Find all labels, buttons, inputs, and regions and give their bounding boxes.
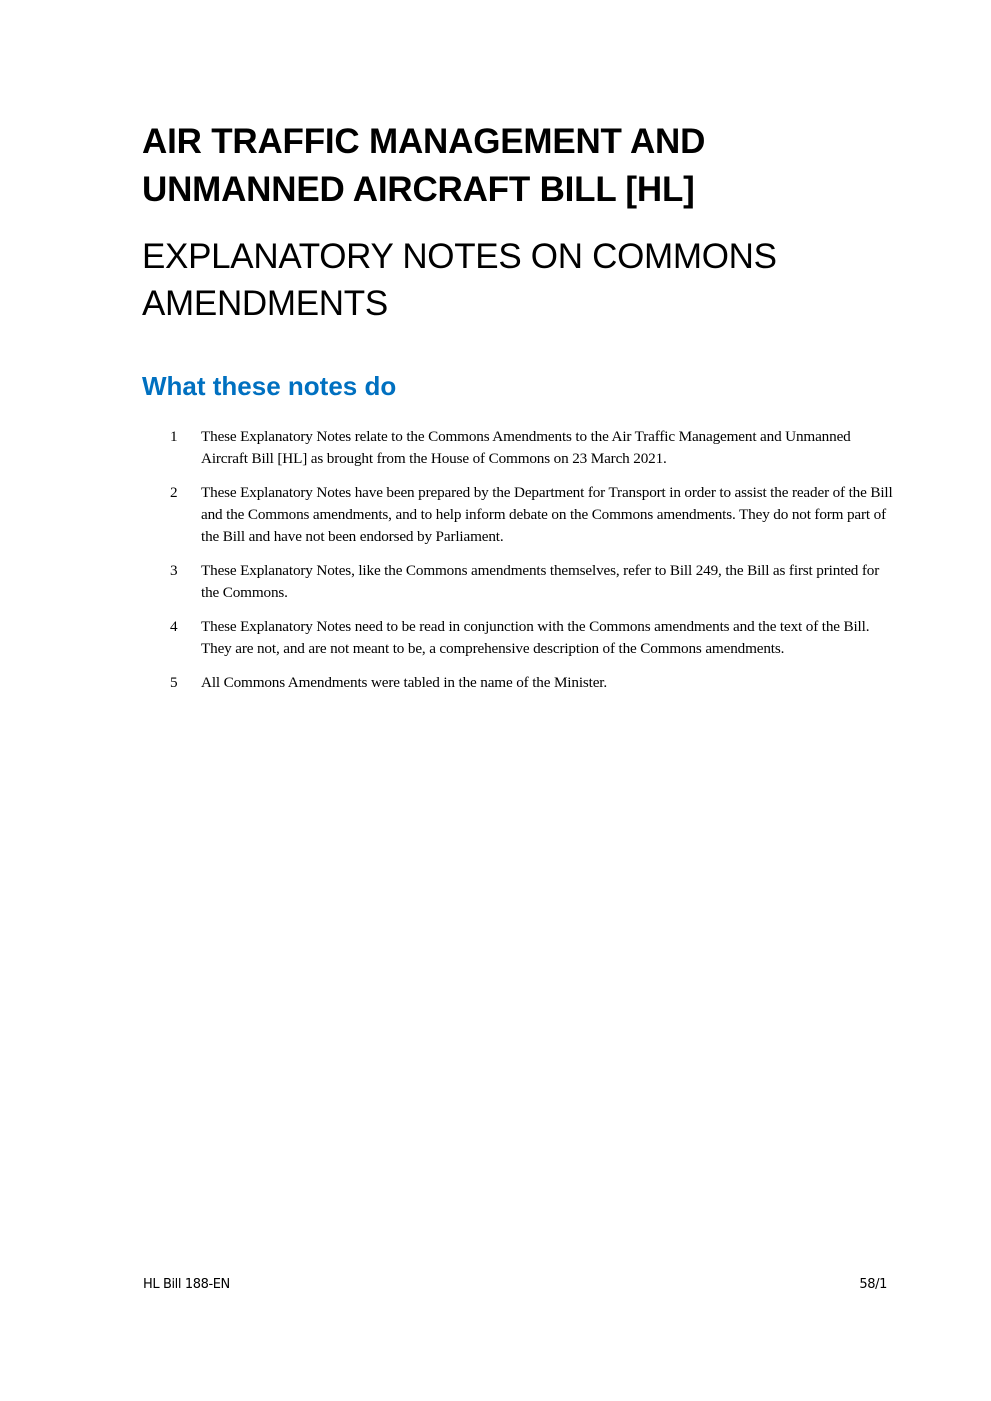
note-text: These Explanatory Notes relate to the Commons Amendments to the Air Traffic Management and Unmanned Aircraft Bill [HL] as brought from the House of Commons on 23 March 2021.	[201, 428, 851, 467]
note-text: These Explanatory Notes have been prepared by the Department for Transport in order to assist the reader of the Bill and the Commons amendments, and to help inform debate on the Commons amendments. They do not form part of the Bill and have not been endorsed by Parliament.	[201, 484, 893, 545]
note-item	[170, 560, 900, 604]
document-title	[142, 118, 705, 214]
subtitle-line-2: AMENDMENTS	[142, 284, 388, 323]
note-item	[170, 616, 900, 660]
document-subtitle	[142, 233, 777, 327]
note-item	[170, 426, 900, 470]
note-number: 5	[170, 674, 178, 691]
note-number: 3	[170, 562, 178, 579]
note-number: 2	[170, 484, 178, 501]
note-item	[170, 482, 900, 548]
note-number: 4	[170, 618, 178, 635]
note-text: These Explanatory Notes, like the Commons amendments themselves, refer to Bill 249, the Bill as first printed for the Commons.	[201, 562, 880, 601]
note-text: All Commons Amendments were tabled in the name of the Minister.	[201, 674, 608, 691]
footer-bill-reference: HL Bill 188-EN	[143, 1277, 230, 1292]
subtitle-line-1: EXPLANATORY NOTES ON COMMONS	[142, 237, 777, 276]
title-line-1: AIR TRAFFIC MANAGEMENT AND	[142, 122, 706, 161]
note-number: 1	[170, 428, 178, 445]
note-item	[170, 672, 900, 694]
footer-page-reference: 58/1	[859, 1277, 887, 1292]
section-heading: What these notes do	[142, 371, 397, 401]
notes-list	[170, 426, 900, 706]
title-line-2: UNMANNED AIRCRAFT BILL [HL]	[142, 170, 695, 209]
note-text: These Explanatory Notes need to be read in conjunction with the Commons amendments and the text of the Bill. They are not, and are not meant to be, a comprehensive description of the Commons amendments.	[201, 618, 870, 657]
